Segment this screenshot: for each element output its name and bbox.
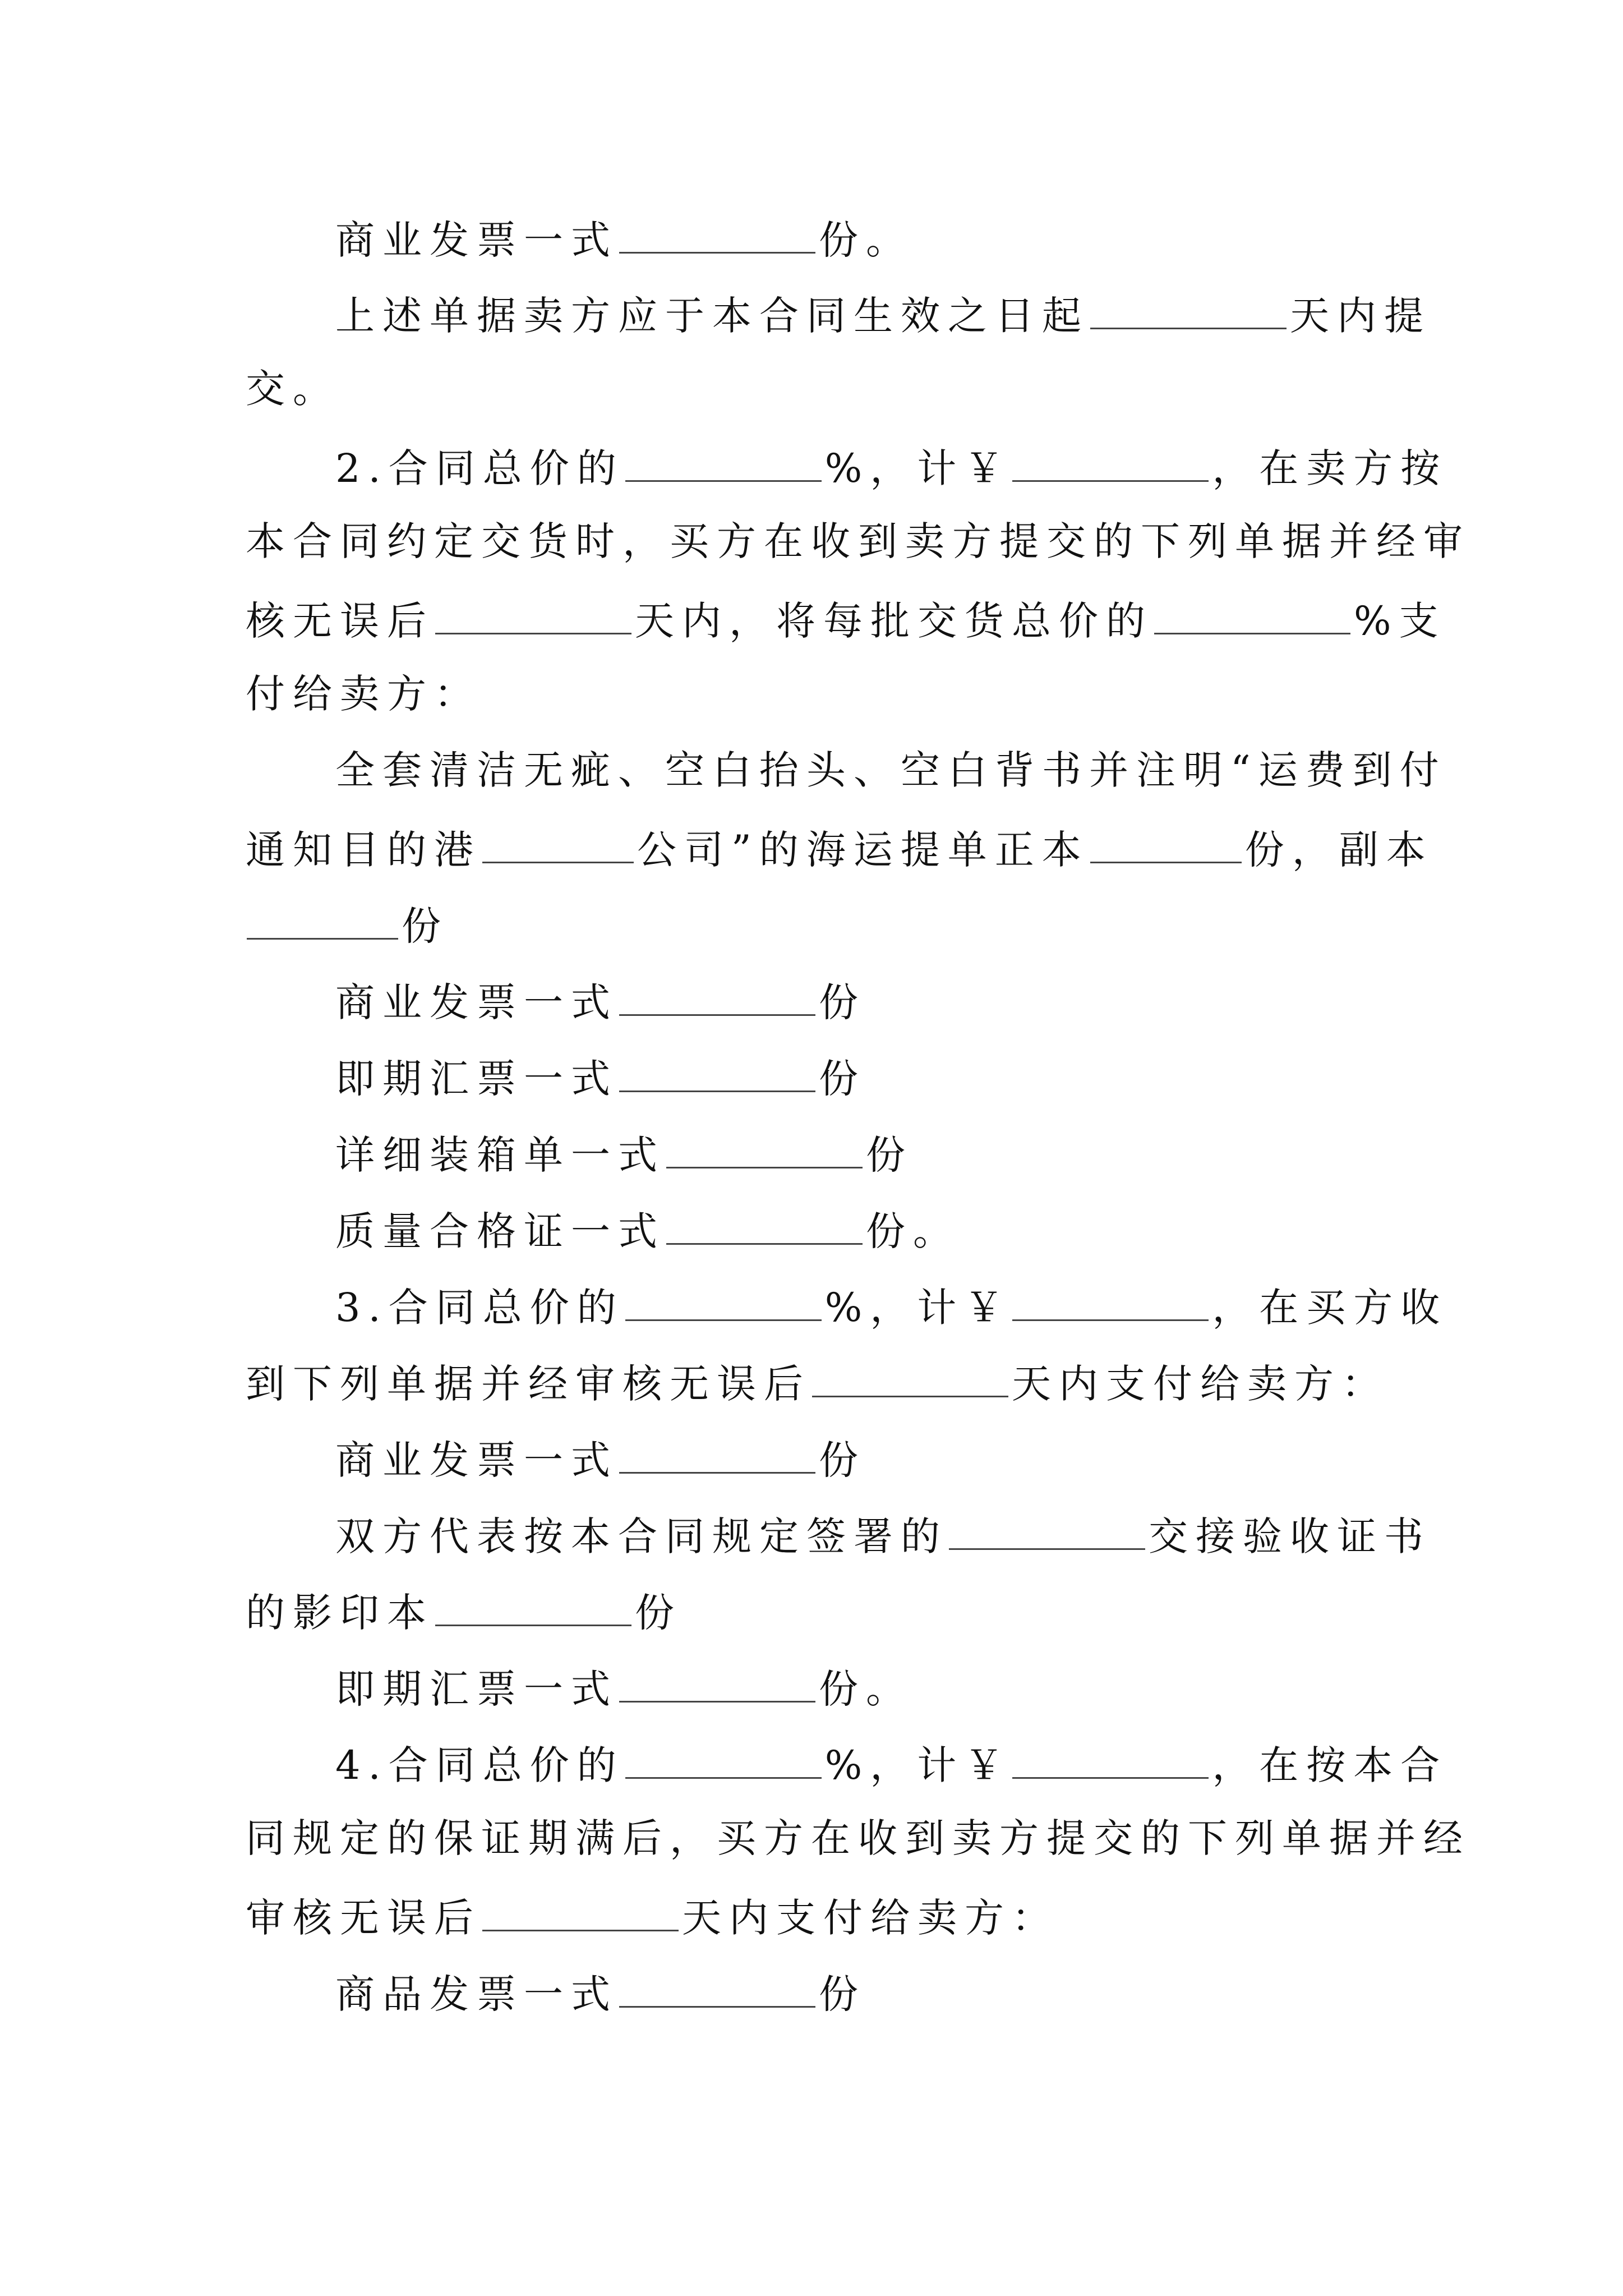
blank-field [619,1432,815,1474]
text-line [335,1737,1447,1791]
text-line [335,287,1431,341]
line-text: 上述单据卖方应于本合同生效之日起 [335,293,1089,339]
line-text: 4.合同总价的 [335,1742,624,1788]
line-text: 到下列单据并经审核无误后 [246,1361,811,1407]
line-text: %，计￥ [824,1742,1012,1788]
line-text: 天内支付给卖方： [682,1895,1059,1941]
blank-field [666,1203,863,1245]
text-line [335,1508,1431,1562]
blank-field [1012,1279,1209,1321]
line-text: 核无误后 [246,598,434,644]
blank-field [949,1508,1145,1550]
line-text: 天内，将每批交货总价的 [635,598,1153,644]
line-text: 全套清洁无疵、空白抬头、空白背书并注明“运费到付 [335,747,1447,793]
text-line [335,1432,866,1485]
text-line [335,440,1447,494]
line-text: 份。 [819,217,913,263]
line-text: 商业发票一式 [335,979,618,1025]
text-line [335,211,913,265]
line-text: 即期汇票一式 [335,1666,618,1712]
blank-field [812,1355,1008,1397]
line-text: 商业发票一式 [335,217,618,263]
text-line [335,1050,866,1104]
line-text: 天内支付给卖方： [1012,1361,1389,1407]
line-text: 天内提 [1290,293,1431,339]
blank-field [435,592,631,634]
text-line [335,1279,1447,1333]
line-text: 3.合同总价的 [335,1285,624,1331]
line-text: 份 [819,1437,866,1483]
line-text: 份 [819,1971,866,2017]
blank-field [625,1279,822,1321]
line-text: 双方代表按本合同规定签署的 [335,1513,948,1559]
text-line [246,592,1446,646]
text-line [246,898,449,951]
line-text: 份 [402,903,449,949]
line-text: 份 [819,1056,866,1102]
text-line [246,1889,1059,1943]
line-text: 审核无误后 [246,1895,481,1941]
line-text: 详细装箱单一式 [335,1132,665,1178]
blank-field [619,974,815,1016]
line-text: 同规定的保证期满后，买方在收到卖方提交的下列单据并经 [246,1815,1470,1861]
text-line [246,364,340,414]
blank-field [619,211,815,254]
blank-field [1154,592,1350,634]
line-text: 份，副本 [1244,827,1433,873]
line-text: 的影印本 [246,1590,434,1636]
text-line [335,745,1447,795]
text-line [246,1355,1389,1409]
blank-field [619,1050,815,1092]
line-text: ，在卖方按 [1212,445,1448,491]
text-line [246,821,1433,875]
line-text: 本合同约定交货时，买方在收到卖方提交的下列单据并经审 [246,518,1470,564]
text-line [246,516,1470,567]
blank-field [666,1126,863,1168]
line-text: ，在买方收 [1212,1285,1448,1331]
line-text: 商业发票一式 [335,1437,618,1483]
line-text: 交接验收证书 [1149,1513,1431,1559]
line-text: 份 [635,1590,682,1636]
text-line [246,1584,682,1638]
blank-field [1012,440,1209,482]
text-line [335,1203,960,1257]
line-text: 份。 [819,1666,913,1712]
line-text: 份 [819,979,866,1025]
blank-field [1090,821,1242,863]
blank-field [247,898,398,940]
line-text: 即期汇票一式 [335,1056,618,1102]
blank-field [619,1660,815,1703]
line-text: 交。 [246,366,340,412]
blank-field [619,1966,815,2008]
line-text: 份。 [866,1208,960,1254]
text-line [335,1966,866,2019]
line-text: 质量合格证一式 [335,1208,665,1254]
blank-field [1090,287,1287,329]
text-line [246,1813,1470,1864]
blank-field [482,1889,679,1931]
blank-field [1012,1737,1209,1779]
blank-field [625,1737,822,1779]
line-text: 付给卖方： [246,671,481,717]
blank-field [435,1584,631,1626]
blank-field [625,440,822,482]
text-line [335,974,866,1028]
line-text: 份 [866,1132,913,1178]
line-text: ，在按本合 [1212,1742,1448,1788]
line-text: 公司”的海运提单正本 [637,827,1089,873]
line-text: %支 [1354,598,1446,644]
text-line [335,1126,913,1180]
line-text: %，计￥ [824,445,1012,491]
line-text: 通知目的港 [246,827,481,873]
blank-field [482,821,634,863]
text-line [246,669,481,719]
line-text: 2.合同总价的 [335,445,624,491]
line-text: 商品发票一式 [335,1971,618,2017]
line-text: %，计￥ [824,1285,1012,1331]
text-line [335,1660,913,1714]
